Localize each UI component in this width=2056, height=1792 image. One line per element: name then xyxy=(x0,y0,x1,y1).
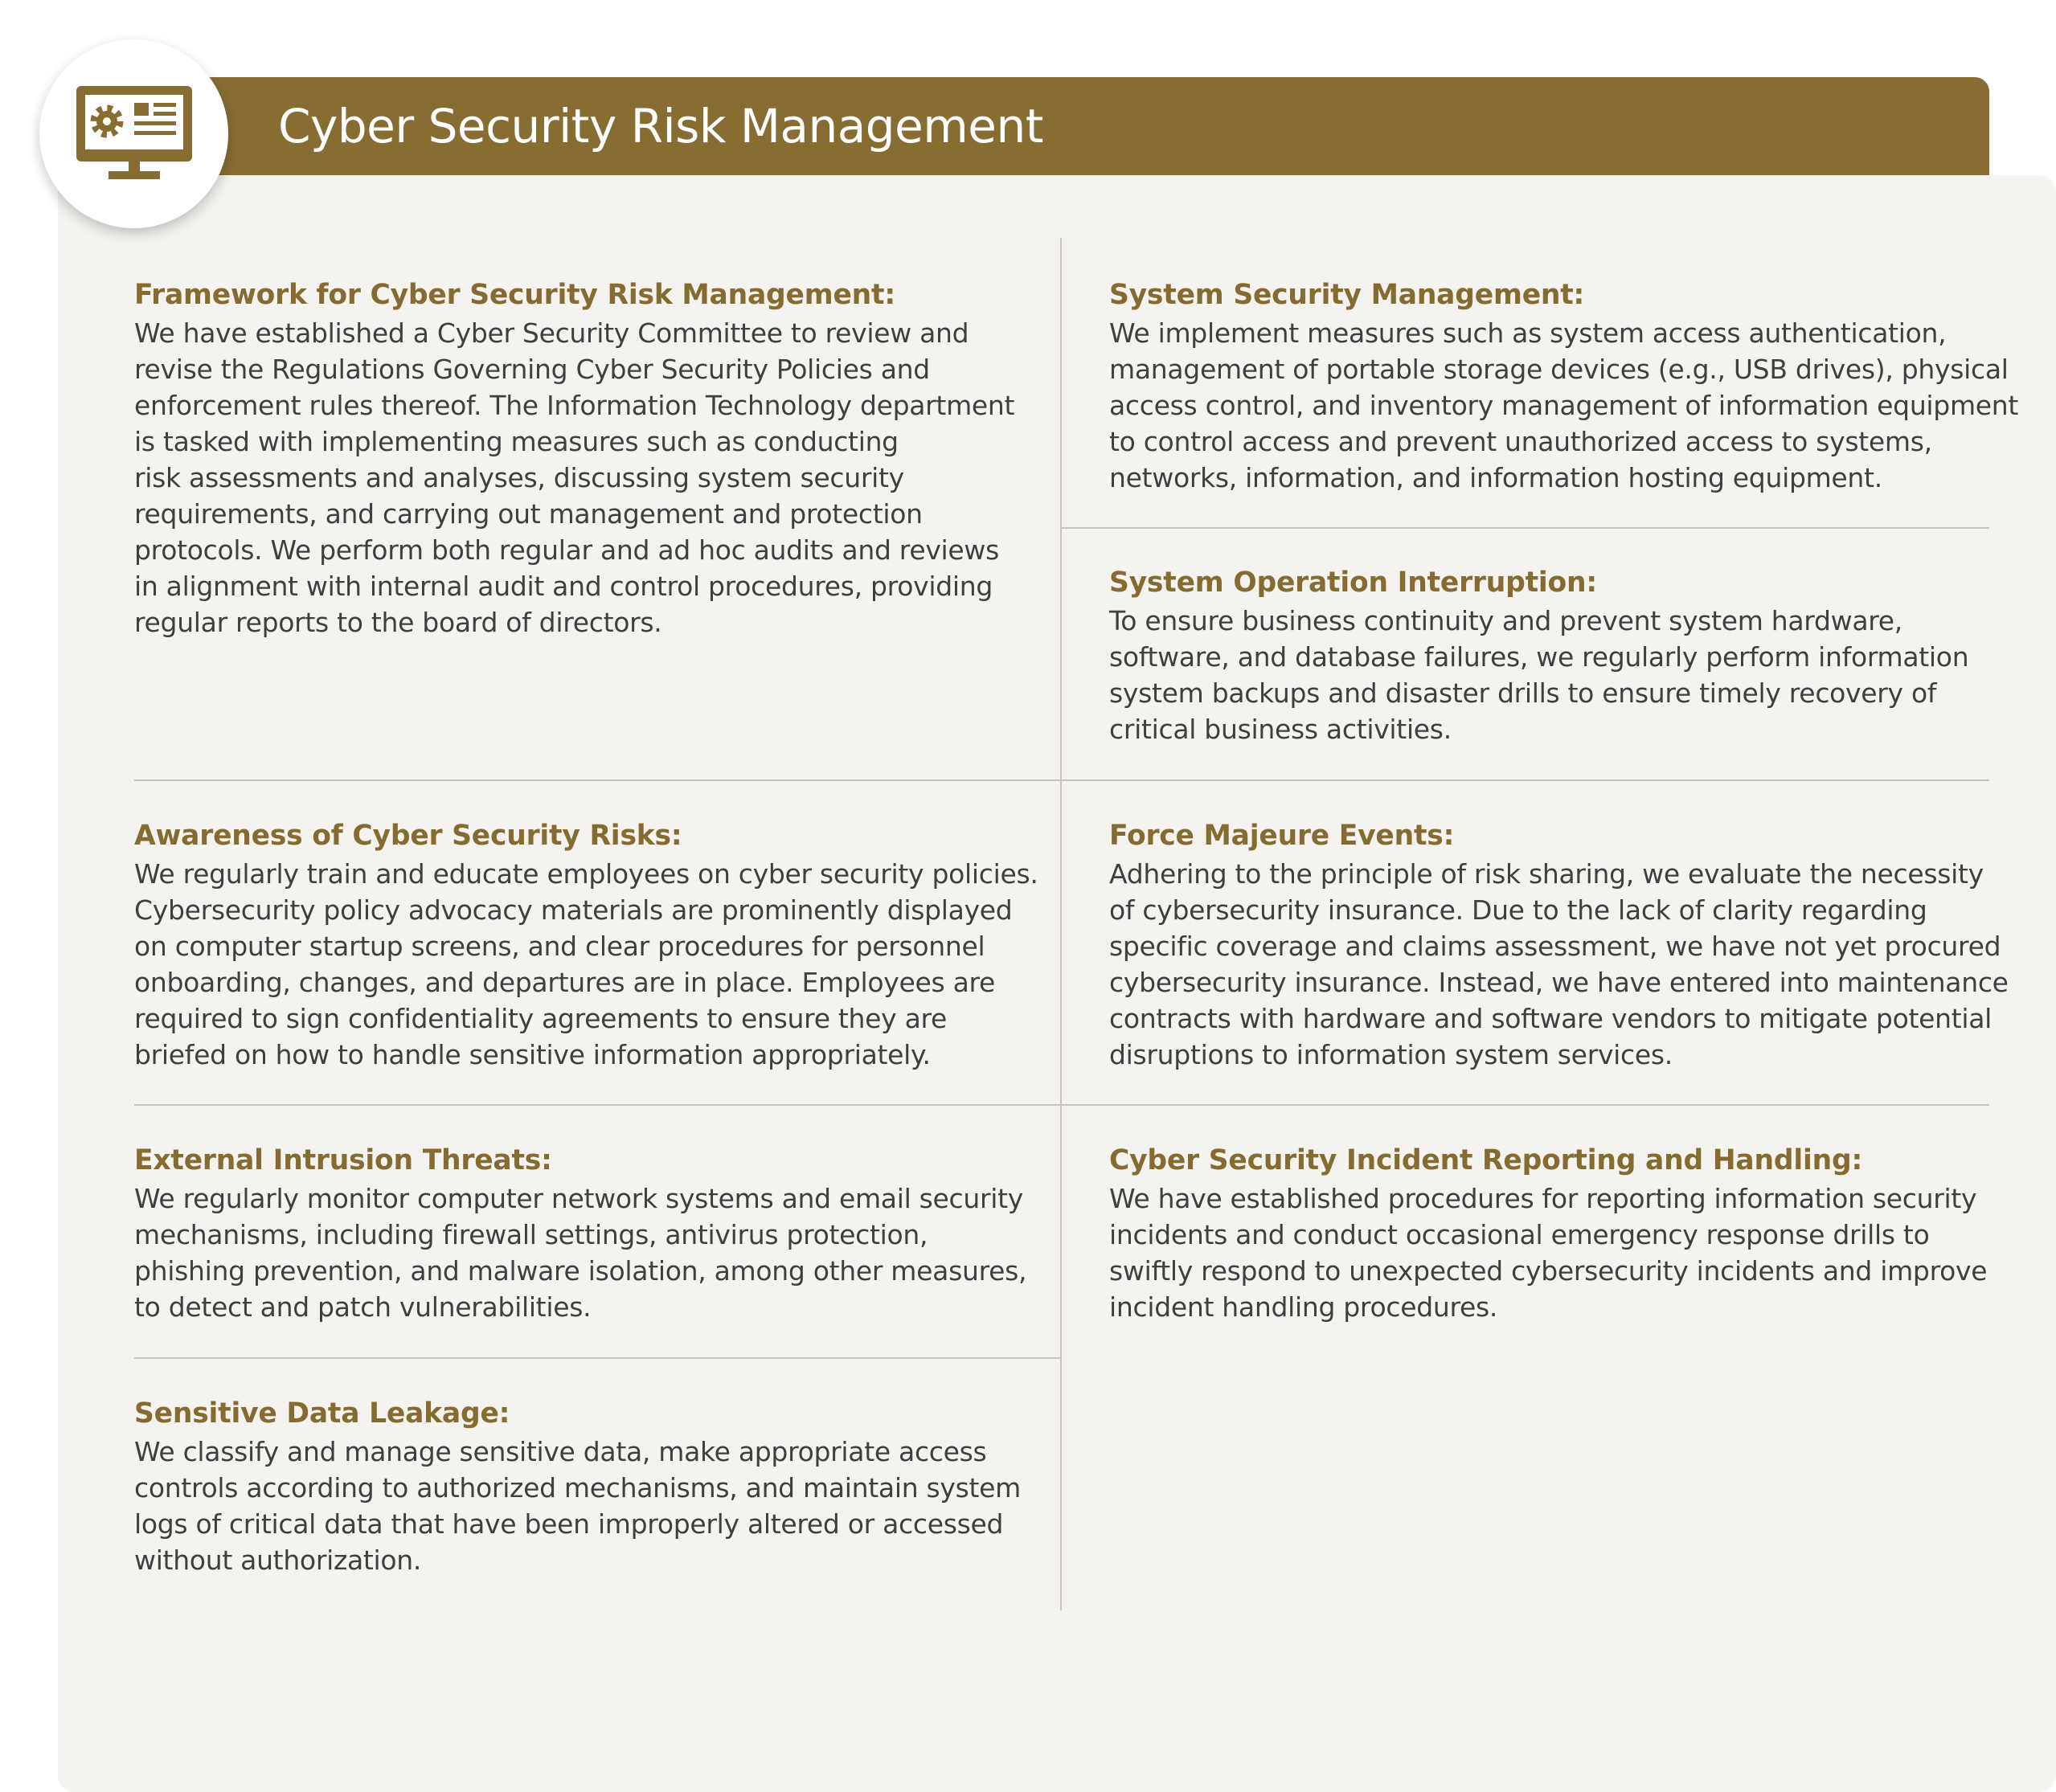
section-text-line: briefed on how to handle sensitive information appropriately. xyxy=(134,1039,931,1070)
section-framework xyxy=(134,277,1014,640)
section-text-line: contracts with hardware and software vendors to mitigate potential xyxy=(1109,1003,1993,1034)
section-text-line: onboarding, changes, and departures are in place. Employees are xyxy=(134,967,996,998)
section-text-line: We regularly monitor computer network systems and email security xyxy=(134,1183,1024,1214)
section-text-line: critical business activities. xyxy=(1109,714,1452,745)
section-text-line: incident handling procedures. xyxy=(1109,1291,1498,1323)
section-text-line: regular reports to the board of directors. xyxy=(134,607,662,638)
section-text-line: We regularly train and educate employees on cyber security policies. xyxy=(134,858,1038,890)
section-text-line: enforcement rules thereof. The Information Technology department xyxy=(134,390,1015,421)
section-text-line: is tasked with implementing measures such as conducting xyxy=(134,426,899,457)
section-force-majeure xyxy=(1109,818,2009,1073)
section-text-line: in alignment with internal audit and control procedures, providing xyxy=(134,571,993,602)
section-text-line: cybersecurity insurance. Instead, we have entered into maintenance xyxy=(1109,967,2009,998)
section-text-line: on computer startup screens, and clear procedures for personnel xyxy=(134,931,985,962)
section-text-line: required to sign confidentiality agreements to ensure they are xyxy=(134,1003,948,1034)
column-divider xyxy=(1060,238,1062,1610)
section-text-line: specific coverage and claims assessment, we have not yet procured xyxy=(1109,931,2001,962)
section-heading: Force Majeure Events: xyxy=(1109,820,1455,852)
section-text-line: without authorization. xyxy=(134,1544,422,1576)
section-text-line: networks, information, and information hosting equipment. xyxy=(1109,462,1882,493)
section-text-line: We have established a Cyber Security Committee to review and xyxy=(134,317,969,349)
section-text-line: controls according to authorized mechanisms, and maintain system xyxy=(134,1472,1022,1504)
section-text-line: management of portable storage devices (e.g., USB drives), physical xyxy=(1109,354,2009,385)
section-text-line: Adhering to the principle of risk sharing, we evaluate the necessity xyxy=(1109,858,1984,890)
section-text-line: to control access and prevent unauthorized access to systems, xyxy=(1109,426,1932,457)
section-text-line: system backups and disaster drills to ensure timely recovery of xyxy=(1109,677,1937,709)
section-heading: Cyber Security Incident Reporting and Handling: xyxy=(1109,1144,1863,1176)
section-text-line: revise the Regulations Governing Cyber Security Policies and xyxy=(134,354,930,385)
section-text-line: mechanisms, including firewall settings, antivirus protection, xyxy=(134,1219,928,1250)
section-heading: External Intrusion Threats: xyxy=(134,1144,552,1176)
section-text-line: We classify and manage sensitive data, make appropriate access xyxy=(134,1436,987,1467)
section-external-intrusion xyxy=(134,1143,1026,1325)
section-text-line: software, and database failures, we regularly perform information xyxy=(1109,641,1969,673)
section-text-line: access control, and inventory management of information equipment xyxy=(1109,390,2019,421)
section-heading: Framework for Cyber Security Risk Management: xyxy=(134,279,895,311)
section-divider xyxy=(134,1104,1989,1106)
section-text-line: Cybersecurity policy advocacy materials are prominently displayed xyxy=(134,894,1013,926)
section-divider xyxy=(134,779,1989,781)
section-divider xyxy=(1062,527,1989,529)
section-text-line: logs of critical data that have been improperly altered or accessed xyxy=(134,1508,1004,1540)
monitor-gear-icon xyxy=(76,86,192,184)
section-text-line: incidents and conduct occasional emergency response drills to xyxy=(1109,1219,1930,1250)
page-title: Cyber Security Risk Management xyxy=(278,99,1043,153)
section-text-line: disruptions to information system services. xyxy=(1109,1039,1673,1070)
section-text-line: requirements, and carrying out management and protection xyxy=(134,498,923,530)
section-sensitive-data-leakage xyxy=(134,1396,1021,1578)
section-system-security-management xyxy=(1109,277,2018,496)
header-bar xyxy=(121,77,1989,175)
section-text-line: To ensure business continuity and prevent system hardware, xyxy=(1109,605,1902,636)
section-text-line: We have established procedures for reporting information security xyxy=(1109,1183,1977,1214)
section-text-line: protocols. We perform both regular and ad hoc audits and reviews xyxy=(134,534,1000,566)
section-heading: Awareness of Cyber Security Risks: xyxy=(134,820,682,852)
section-divider xyxy=(134,1357,1060,1359)
section-text-line: risk assessments and analyses, discussing system security xyxy=(134,462,904,493)
section-system-operation-interruption xyxy=(1109,565,1968,747)
section-heading: System Security Management: xyxy=(1109,279,1585,311)
section-heading: Sensitive Data Leakage: xyxy=(134,1397,510,1430)
section-awareness xyxy=(134,818,1038,1073)
header-icon-badge xyxy=(39,39,228,228)
section-heading: System Operation Interruption: xyxy=(1109,567,1597,599)
section-text-line: to detect and patch vulnerabilities. xyxy=(134,1291,592,1323)
section-text-line: of cybersecurity insurance. Due to the lack of clarity regarding xyxy=(1109,894,1927,926)
section-incident-reporting xyxy=(1109,1143,1987,1325)
section-text-line: swiftly respond to unexpected cybersecurity incidents and improve xyxy=(1109,1255,1988,1287)
section-text-line: phishing prevention, and malware isolation, among other measures, xyxy=(134,1255,1027,1287)
section-text-line: We implement measures such as system access authentication, xyxy=(1109,317,1947,349)
